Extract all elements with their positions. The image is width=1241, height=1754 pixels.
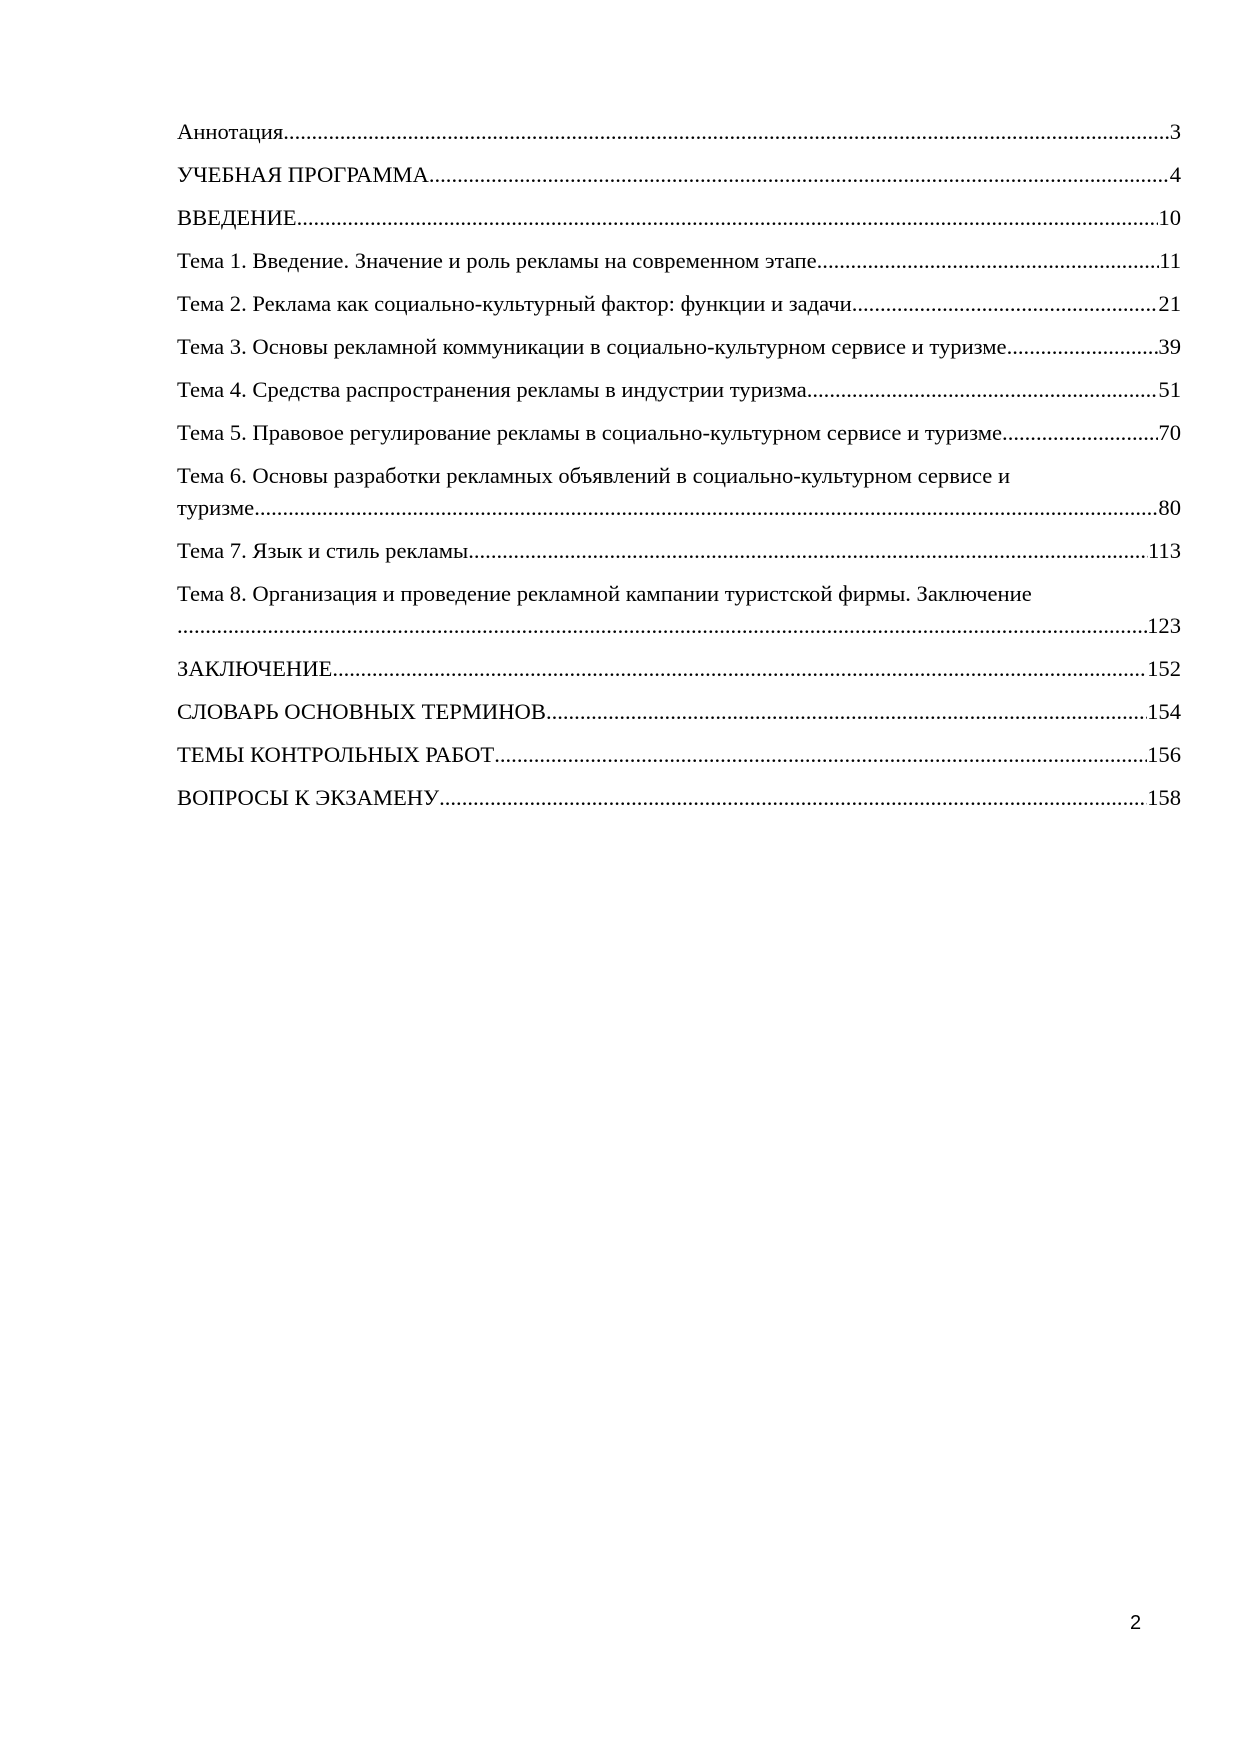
toc-entry-page: 70: [1158, 420, 1181, 445]
toc-entry[interactable]: [177, 739, 1181, 771]
toc-entry-page: 51: [1158, 377, 1181, 402]
toc-dot-leader: [817, 245, 1160, 277]
toc-dot-leader: [332, 653, 1147, 685]
toc-dot-leader: [439, 782, 1147, 814]
toc-entry-title: Тема 3. Основы рекламной коммуникации в социально-культурном сервисе и туризме: [177, 334, 1007, 359]
toc-entry-title: ТЕМЫ КОНТРОЛЬНЫХ РАБОТ: [177, 742, 495, 767]
toc-entry[interactable]: [177, 535, 1181, 567]
toc-entry-page: 21: [1158, 291, 1181, 316]
toc-entry-page: 80: [1158, 495, 1181, 520]
toc-entry[interactable]: [177, 578, 1181, 642]
toc-dot-leader: [1002, 417, 1158, 449]
toc-entry-title: УЧЕБНАЯ ПРОГРАММА: [177, 162, 429, 187]
toc-entry-page: 123: [1147, 613, 1181, 638]
toc-entry[interactable]: [177, 245, 1181, 277]
toc-entry-page: 158: [1147, 785, 1181, 810]
toc-dot-leader: [1007, 331, 1159, 363]
toc-entry-title: ЗАКЛЮЧЕНИЕ: [177, 656, 333, 681]
toc-entry-page: 156: [1147, 742, 1181, 767]
toc-entry-title: СЛОВАРЬ ОСНОВНЫХ ТЕРМИНОВ: [177, 699, 546, 724]
toc-entry-page: 154: [1147, 699, 1181, 724]
toc-entry[interactable]: [177, 782, 1181, 814]
toc-entry-title: Тема 4. Средства распространения рекламы в индустрии туризма: [177, 377, 807, 402]
toc-entry-title: Тема 2. Реклама как социально-культурный фактор: функции и задачи: [177, 291, 852, 316]
toc-entry-page: 39: [1158, 334, 1181, 359]
toc-entry[interactable]: [177, 653, 1181, 685]
page-number: 2: [1130, 1612, 1142, 1634]
toc-entry-page: 3: [1169, 119, 1181, 144]
toc-dot-leader: [297, 202, 1159, 234]
toc-entry[interactable]: [177, 417, 1181, 449]
toc-entry-title: Тема 1. Введение. Значение и роль рекламы на современном этапе: [177, 248, 817, 273]
toc-entry-title-line-2: туризме: [177, 495, 255, 520]
toc-entry-page: 10: [1158, 205, 1181, 230]
toc-dot-leader: [429, 159, 1170, 191]
toc-dot-leader: [283, 116, 1169, 148]
toc-entry[interactable]: [177, 460, 1181, 524]
toc-dot-leader: [546, 696, 1147, 728]
toc-entry-title: Аннотация: [177, 119, 284, 144]
toc-entry[interactable]: [177, 202, 1181, 234]
toc-entry-page: 11: [1159, 248, 1181, 273]
toc-dot-leader: [468, 535, 1148, 567]
toc-entry-title: Тема 7. Язык и стиль рекламы: [177, 538, 469, 563]
toc-dot-leader: [254, 492, 1158, 524]
toc-entry[interactable]: [177, 331, 1181, 363]
toc-entry-title: ВОПРОСЫ К ЭКЗАМЕНУ: [177, 785, 440, 810]
toc-entry-title-line-1: Тема 6. Основы разработки рекламных объявлений в социально-культурном сервисе и: [177, 463, 1011, 488]
toc-entry-page: 113: [1147, 538, 1181, 563]
toc-dot-leader: [177, 610, 1147, 642]
toc-entry-page: 152: [1147, 656, 1181, 681]
toc-entry[interactable]: [177, 288, 1181, 320]
toc-entry-title-line-1: Тема 8. Организация и проведение рекламной кампании туристской фирмы. Заключение: [177, 581, 1032, 606]
toc-dot-leader: [852, 288, 1159, 320]
toc-entry[interactable]: [177, 696, 1181, 728]
table-of-contents: [177, 116, 1181, 825]
toc-entry[interactable]: [177, 374, 1181, 406]
toc-entry-title: Тема 5. Правовое регулирование рекламы в социально-культурном сервисе и туризме: [177, 420, 1003, 445]
toc-dot-leader: [494, 739, 1147, 771]
toc-entry-title: ВВЕДЕНИЕ: [177, 205, 297, 230]
toc-dot-leader: [807, 374, 1159, 406]
toc-entry[interactable]: [177, 159, 1181, 191]
toc-entry-page: 4: [1169, 162, 1181, 187]
toc-entry[interactable]: [177, 116, 1181, 148]
